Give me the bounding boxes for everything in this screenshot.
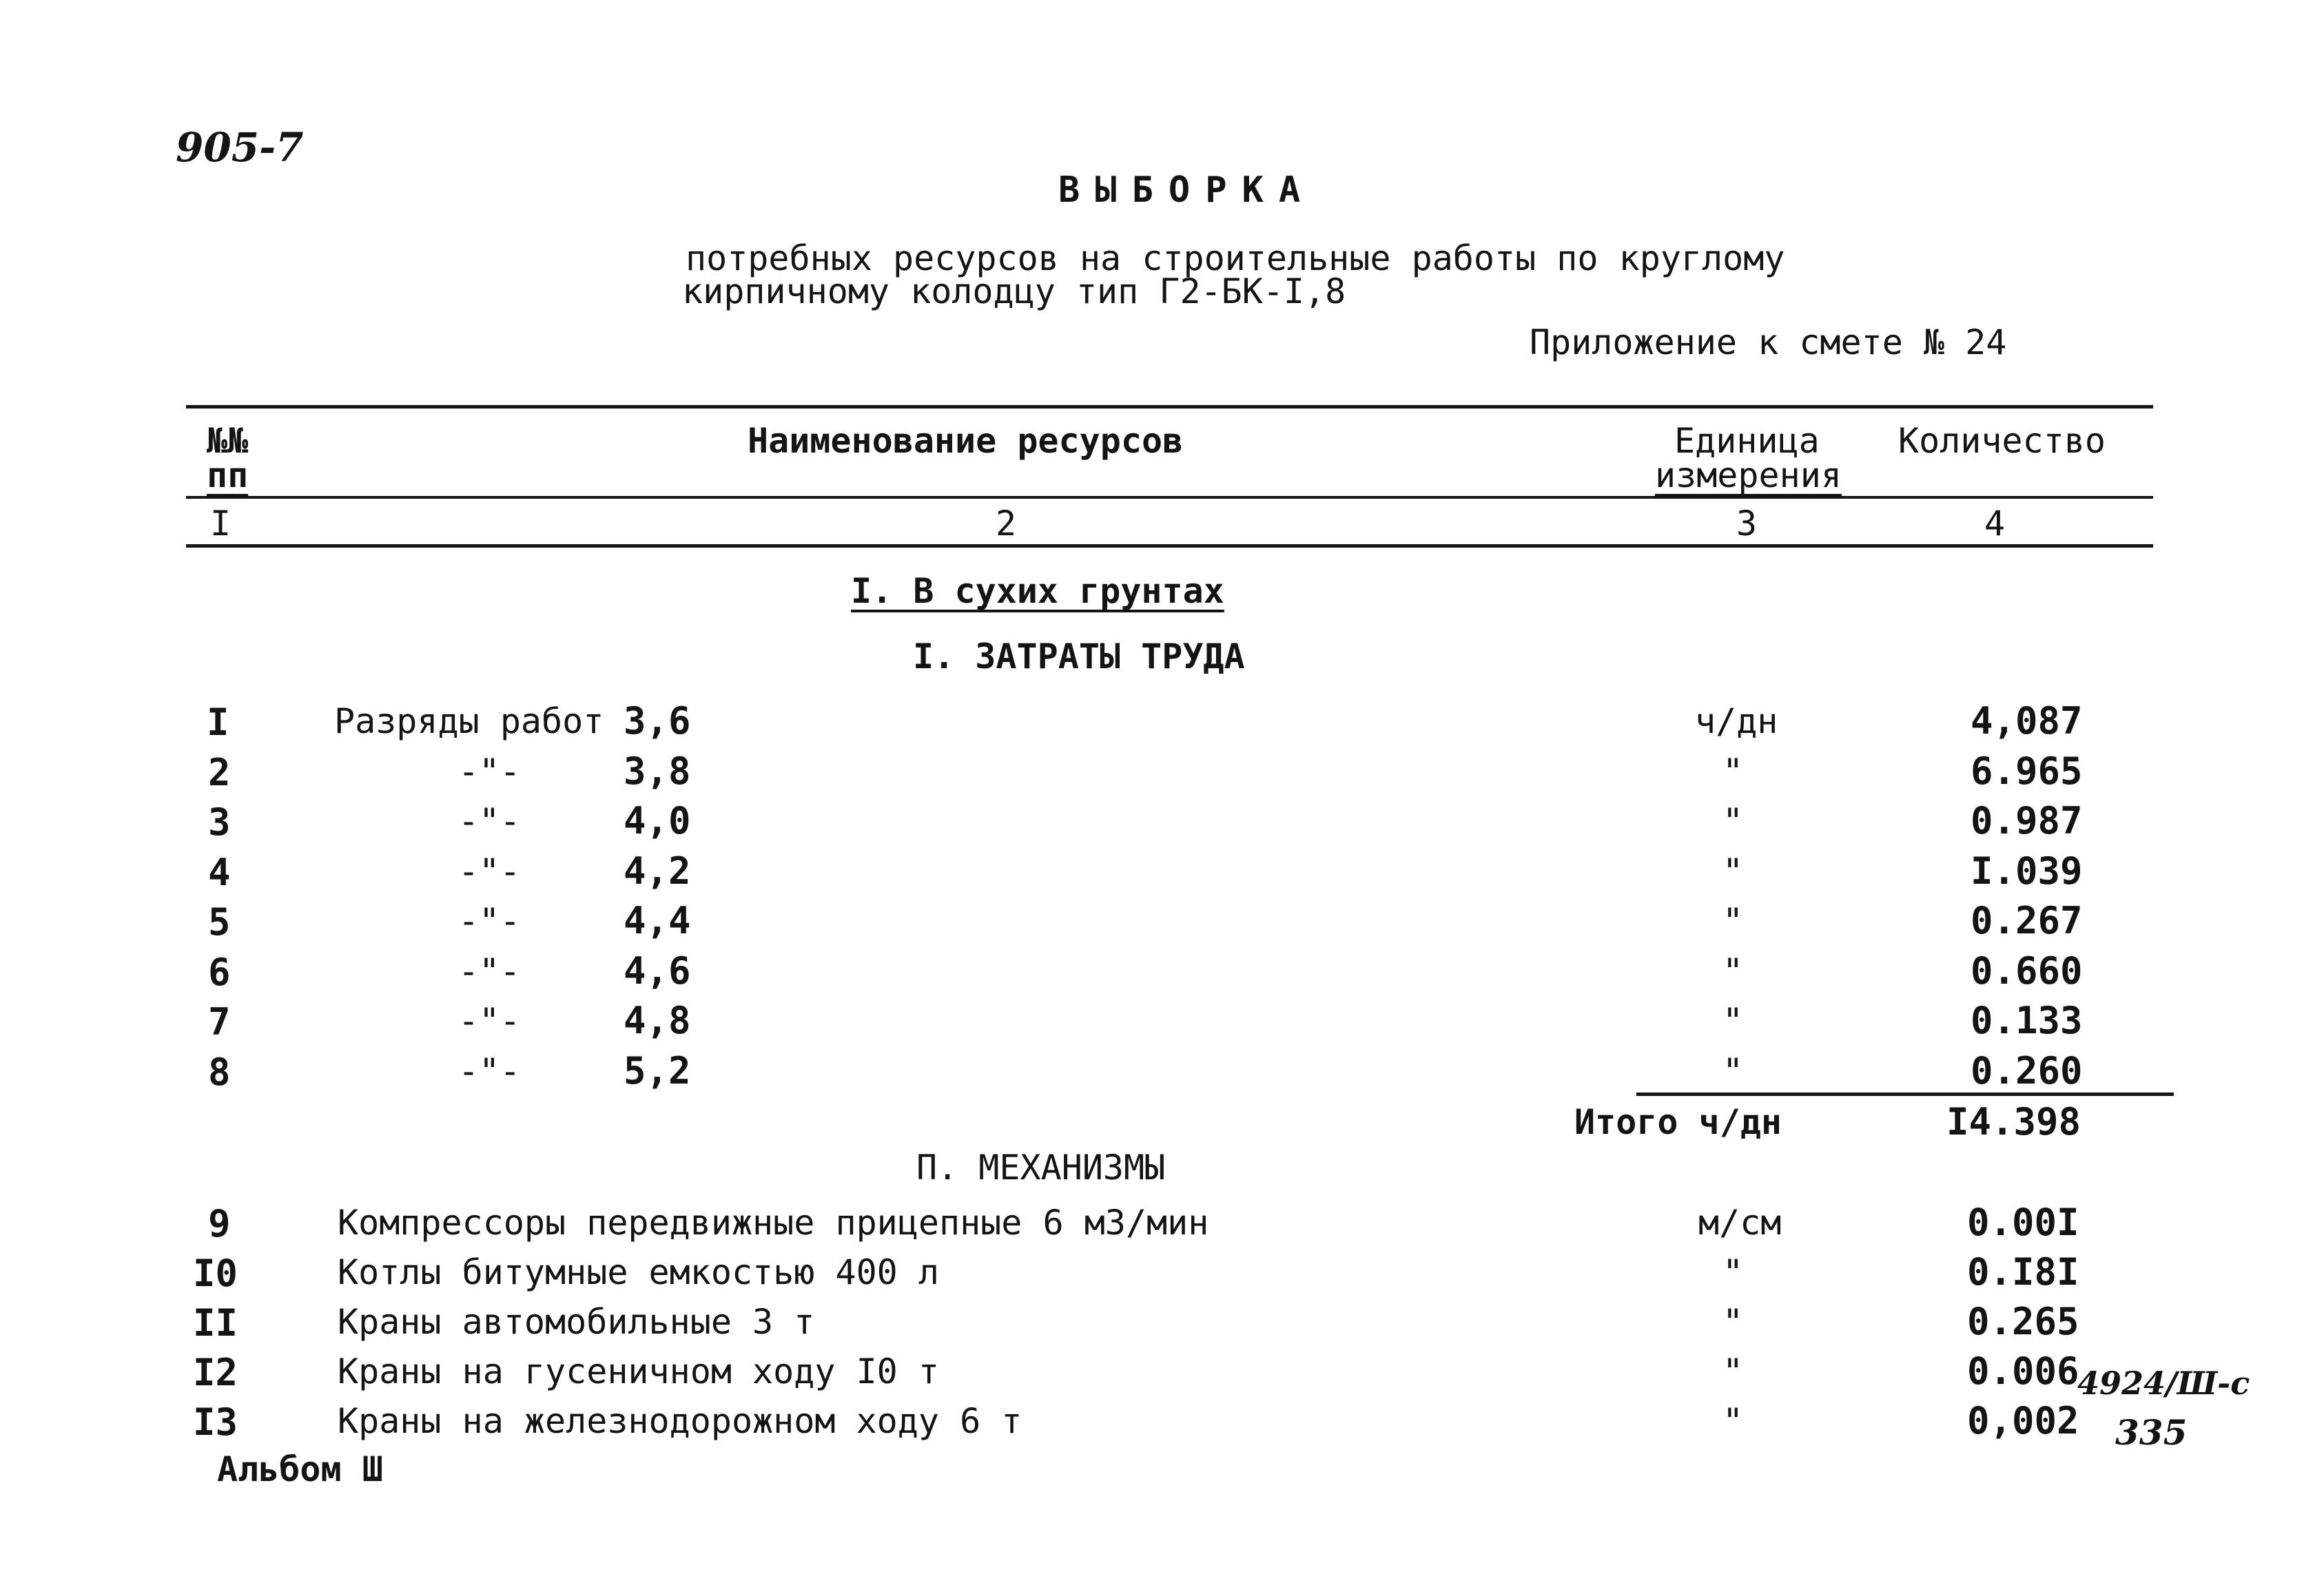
row-name: Разряды работ (334, 701, 604, 741)
row-unit: " (1723, 1001, 1744, 1041)
total-label: Итого ч/дн (1574, 1102, 1782, 1142)
row-name: -"- (458, 901, 521, 941)
row-name: -"- (458, 851, 521, 891)
row-grade: 4,4 (624, 899, 691, 942)
row-name: Краны на железнодорожном ходу 6 т (338, 1401, 1022, 1441)
document-subtitle-line1: потребных ресурсов на строительные работы по круглому (686, 238, 1785, 278)
row-grade: 4,6 (624, 949, 691, 993)
header-mid-rule (186, 496, 2153, 499)
row-number: I0 (193, 1252, 238, 1295)
row-number: 2 (208, 751, 231, 794)
row-name: Краны автомобильные 3 т (338, 1302, 815, 1342)
row-qty: 0,002 (1967, 1399, 2079, 1442)
row-qty: 0.260 (1971, 1049, 2083, 1093)
row-name: Котлы битумные емкостью 400 л (338, 1252, 939, 1292)
row-name: Краны на гусеничном ходу I0 т (338, 1352, 939, 1391)
header-num-line1: №№ (207, 421, 249, 461)
group-labor-title: I. ЗАТРАТЫ ТРУДА (913, 636, 1245, 676)
row-number: I3 (193, 1400, 238, 1444)
header-bottom-rule (186, 544, 2153, 548)
row-qty: 0.987 (1971, 799, 2083, 842)
row-qty: 0.133 (1971, 999, 2083, 1042)
row-grade: 5,2 (624, 1049, 691, 1093)
row-number: II (193, 1301, 238, 1345)
row-qty: 0.660 (1971, 949, 2083, 993)
document-code: 905-7 (176, 124, 304, 171)
row-unit: " (1723, 1252, 1744, 1292)
row-qty: 0.00I (1967, 1201, 2079, 1244)
header-num-line2: пп (207, 455, 249, 495)
header-unit-line1: Единица (1674, 421, 1820, 461)
col-number-3: 3 (1736, 504, 1758, 544)
row-unit: " (1723, 1401, 1744, 1441)
row-unit: " (1723, 752, 1744, 791)
page-number: 335 (2115, 1412, 2188, 1453)
row-number: 9 (208, 1202, 231, 1245)
row-qty: I.039 (1971, 849, 2083, 893)
row-name: -"- (458, 752, 521, 791)
row-number: 8 (208, 1050, 231, 1094)
document-subtitle-line2: кирпичному колодцу тип Г2-БК-I,8 (682, 271, 1346, 311)
row-qty: 0.265 (1967, 1300, 2079, 1343)
document-title: ВЫБОРКА (1058, 169, 1316, 211)
header-qty: Количество (1898, 421, 2106, 461)
row-name: -"- (458, 801, 521, 841)
group-machinery-title: П. МЕХАНИЗМЫ (916, 1148, 1166, 1188)
row-number: 4 (208, 851, 231, 894)
row-grade: 4,2 (624, 849, 691, 893)
row-unit: " (1723, 851, 1744, 891)
album-label: Альбом Ш (217, 1449, 383, 1489)
row-grade: 3,6 (624, 699, 691, 743)
stamp-code: 4924/Ш-с (2077, 1365, 2250, 1402)
row-unit: " (1723, 951, 1744, 991)
row-number: I2 (193, 1351, 238, 1394)
row-unit: ч/дн (1695, 701, 1778, 741)
col-number-1: I (210, 504, 232, 544)
row-unit: " (1723, 1352, 1744, 1391)
row-number: 7 (208, 1000, 231, 1044)
row-qty: 0.006 (1967, 1349, 2079, 1393)
header-unit-line2: измерения (1655, 455, 1842, 495)
row-name: Компрессоры передвижные прицепные 6 м3/мин (338, 1203, 1209, 1243)
row-unit: " (1723, 1302, 1744, 1342)
row-grade: 3,8 (624, 749, 691, 793)
row-qty: 4,087 (1971, 699, 2083, 743)
row-name: -"- (458, 1001, 521, 1041)
row-unit: " (1723, 801, 1744, 841)
row-qty: 0.267 (1971, 899, 2083, 942)
row-number: 6 (208, 951, 231, 994)
section-heading: I. В сухих грунтах (851, 571, 1224, 611)
row-qty: 6.965 (1971, 749, 2083, 793)
total-value: I4.398 (1946, 1100, 2081, 1143)
col-number-2: 2 (996, 504, 1017, 544)
row-unit: " (1723, 1051, 1744, 1091)
row-unit: м/см (1698, 1203, 1782, 1243)
total-rule (1636, 1093, 2174, 1096)
header-name: Наименование ресурсов (748, 421, 1184, 461)
row-number: 5 (208, 900, 231, 944)
row-grade: 4,0 (624, 799, 691, 842)
col-number-4: 4 (1984, 504, 2006, 544)
row-name: -"- (458, 1051, 521, 1091)
row-number: I (207, 701, 229, 744)
appendix-label: Приложение к смете № 24 (1530, 322, 2007, 362)
row-unit: " (1723, 901, 1744, 941)
table-top-rule (186, 405, 2153, 408)
row-qty: 0.I8I (1967, 1250, 2079, 1294)
row-name: -"- (458, 951, 521, 991)
row-number: 3 (208, 800, 231, 844)
row-grade: 4,8 (624, 999, 691, 1042)
